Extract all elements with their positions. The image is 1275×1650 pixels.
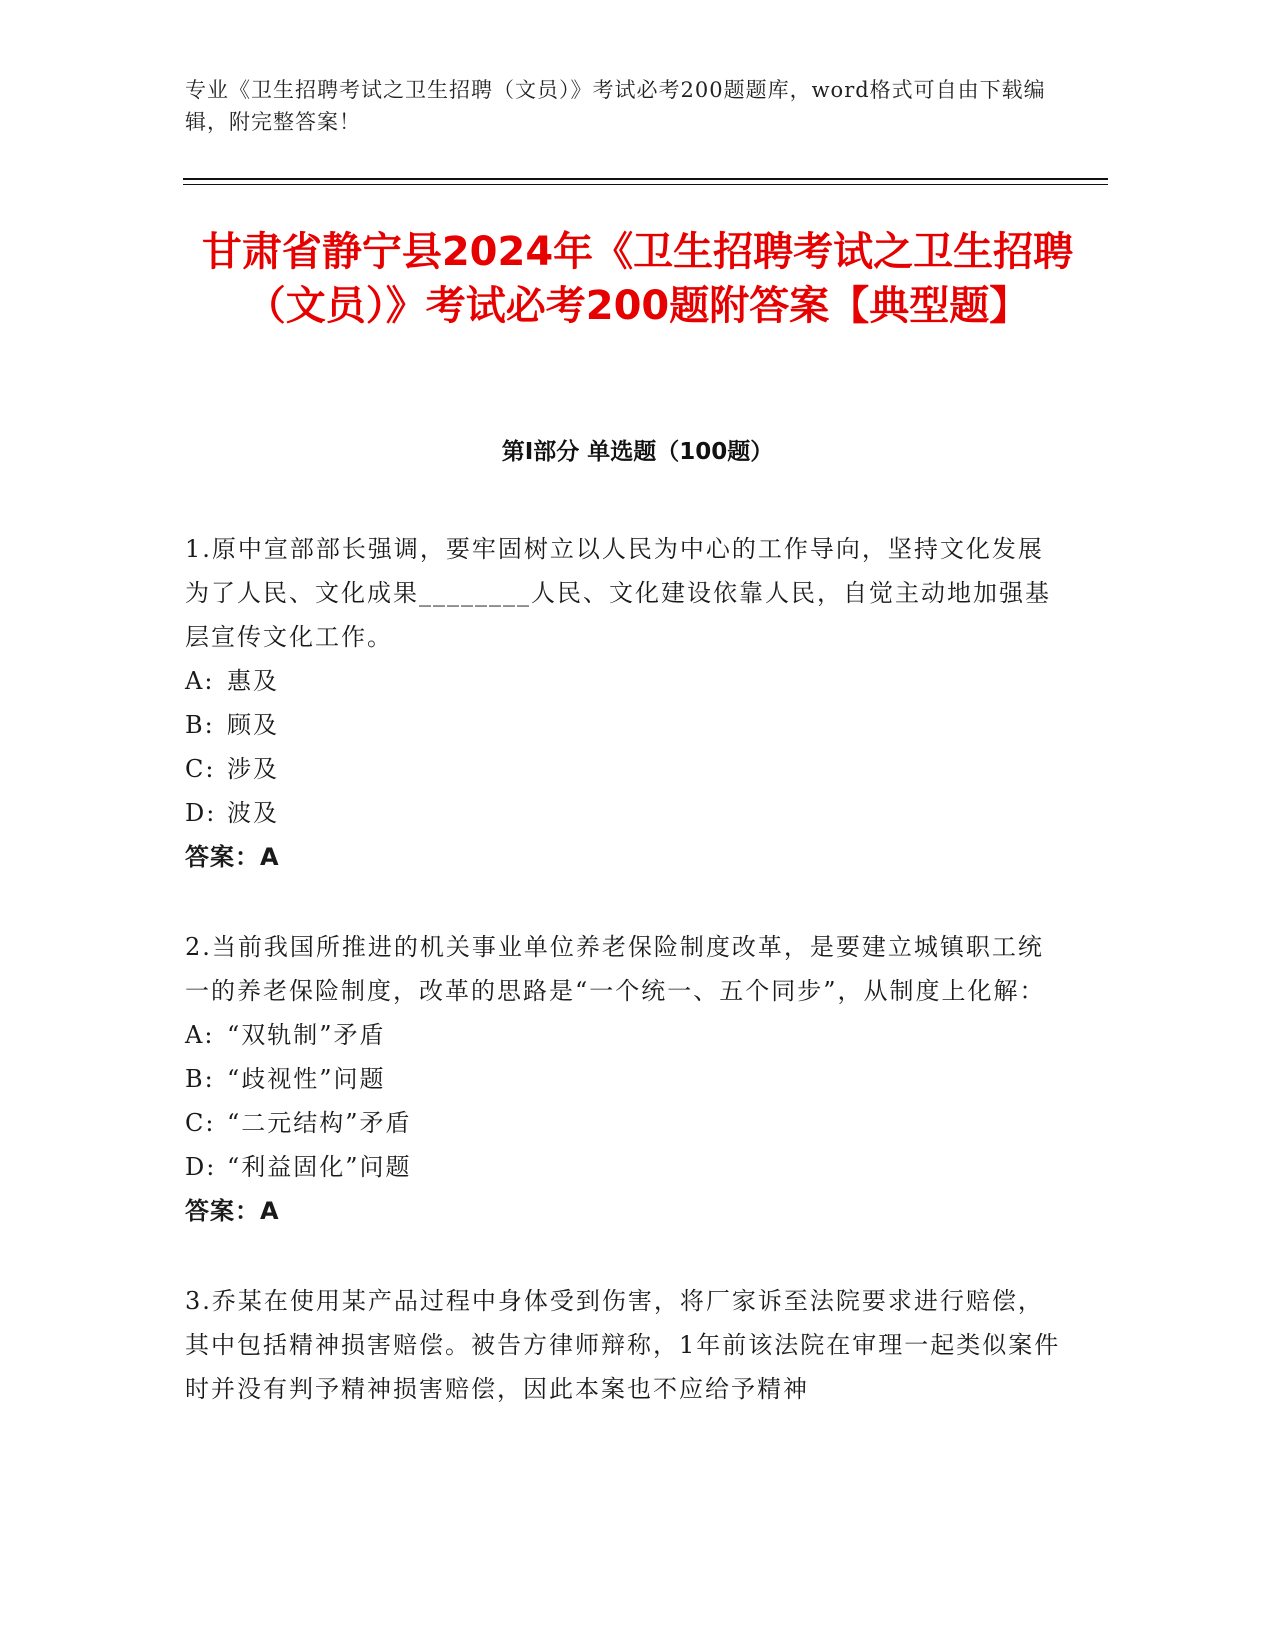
option-letter: C: (185, 755, 216, 783)
option-letter: D: (185, 799, 217, 827)
option-letter: A: (185, 1021, 215, 1049)
document-title: 甘肃省静宁县2024年《卫生招聘考试之卫生招聘（文员）》考试必考200题附答案【典型题】 (201, 229, 1074, 329)
option-text: 涉及 (227, 755, 279, 783)
option-text: “双轨制”矛盾 (227, 1021, 386, 1049)
option-letter: A: (185, 667, 215, 695)
question-answer: 答案：A (185, 843, 280, 871)
question-option (185, 791, 1065, 835)
option-text: 惠及 (227, 667, 279, 695)
question-option (185, 1013, 1065, 1057)
option-letter: B: (185, 711, 215, 739)
question-stem: 1.原中宣部部长强调，要牢固树立以人民为中心的工作导向，坚持文化发展为了人民、文化成果________人民、文化建设依靠人民，自觉主动地加强基层宣传文化工作。 (185, 535, 1051, 651)
option-text: “歧视性”问题 (227, 1065, 386, 1093)
option-letter: C: (185, 1109, 216, 1137)
option-letter: D: (185, 1153, 217, 1181)
option-text: “利益固化”问题 (227, 1153, 412, 1181)
question-item (185, 1279, 1065, 1411)
option-text: 波及 (227, 799, 279, 827)
question-option (185, 659, 1065, 703)
question-stem: 3.乔某在使用某产品过程中身体受到伤害，将厂家诉至法院要求进行赔偿，其中包括精神损害赔偿。被告方律师辩称，1年前该法院在审理一起类似案件时并没有判予精神损害赔偿，因此本案也不应给予精神 (185, 1287, 1061, 1403)
section-title: 第Ⅰ部分 单选题（100题） (501, 439, 774, 465)
question-stem: 2.当前我国所推进的机关事业单位养老保险制度改革，是要建立城镇职工统一的养老保险制度，改革的思路是“一个统一、五个同步”，从制度上化解： (185, 933, 1046, 1005)
question-option (185, 703, 1065, 747)
option-letter: B: (185, 1065, 215, 1093)
header-note: 专业《卫生招聘考试之卫生招聘（文员）》考试必考200题题库，word格式可自由下载编辑，附完整答案！ (185, 78, 1046, 134)
question-list (185, 527, 1065, 1457)
option-text: 顾及 (227, 711, 279, 739)
question-item (185, 527, 1065, 879)
question-option (185, 1145, 1065, 1189)
question-item (185, 925, 1065, 1233)
question-option (185, 1057, 1065, 1101)
header-divider (183, 178, 1108, 180)
option-text: “二元结构”矛盾 (227, 1109, 412, 1137)
question-option (185, 747, 1065, 791)
question-option (185, 1101, 1065, 1145)
header-divider-thin (183, 184, 1108, 185)
question-answer: 答案：A (185, 1197, 280, 1225)
